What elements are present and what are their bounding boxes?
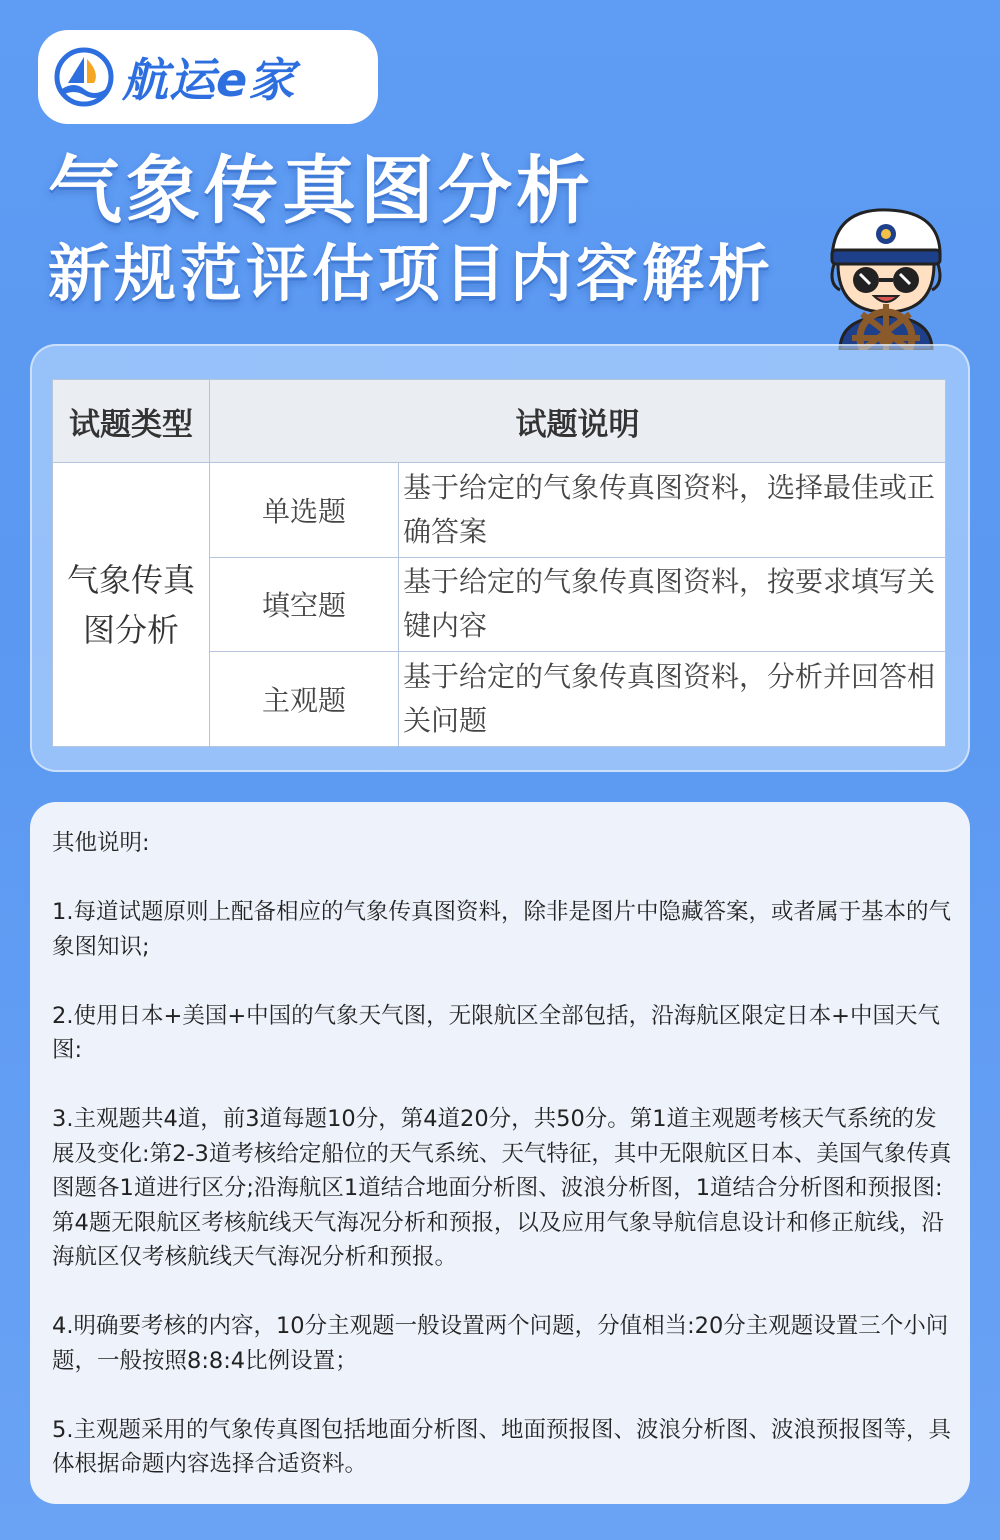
table-header-row bbox=[53, 380, 946, 463]
note-item: 3.主观题共4道，前3道每题10分，第4道20分，共50分。第1道主观题考核天气系统的发展及变化:第2-3道考核给定船位的天气系统、天气特征，其中无限航区日本、美国气象传真图题各1道进行区分;沿海航区1道结合地面分析图、波浪分析图，1道结合分析图和预报图:第4题无限航区考核航线天气海况分析和预报，以及应用气象导航信息设计和修正航线，沿海航区仅考核航线天气海况分析和预报。 bbox=[52, 1106, 952, 1270]
description-cell: 基于给定的气象传真图资料，按要求填写关键内容 bbox=[399, 557, 946, 652]
app-logo bbox=[38, 30, 378, 124]
notes-heading: 其他说明: bbox=[52, 830, 150, 856]
note-item: 5.主观题采用的气象传真图包括地面分析图、地面预报图、波浪分析图、波浪预报图等，具体根据命题内容选择合适资料。 bbox=[52, 1416, 951, 1477]
note-item: 1.每道试题原则上配备相应的气象传真图资料，除非是图片中隐藏答案，或者属于基本的气象图知识; bbox=[52, 899, 951, 960]
question-type-table bbox=[52, 379, 946, 747]
kind-cell: 填空题 bbox=[210, 557, 399, 652]
table-row bbox=[53, 463, 946, 558]
description-cell: 基于给定的气象传真图资料，分析并回答相关问题 bbox=[399, 652, 946, 747]
captain-mascot-illustration bbox=[810, 200, 960, 350]
category-cell: 气象传真图分析 bbox=[53, 463, 210, 747]
note-item: 2.使用日本+美国+中国的气象天气图，无限航区全部包括，沿海航区限定日本+中国天气图: bbox=[52, 1002, 941, 1063]
description-cell: 基于给定的气象传真图资料，选择最佳或正确答案 bbox=[399, 463, 946, 558]
page-title: 气象传真图分析 bbox=[48, 148, 594, 234]
note-item: 4.明确要考核的内容，10分主观题一般设置两个问题，分值相当:20分主观题设置三个小问题，一般按照8:8:4比例设置； bbox=[52, 1313, 949, 1374]
page-subtitle: 新规范评估项目内容解析 bbox=[48, 237, 775, 310]
header-question-type: 试题类型 bbox=[53, 380, 210, 463]
logo-sail-icon bbox=[54, 47, 114, 107]
kind-cell: 主观题 bbox=[210, 652, 399, 747]
logo-text: 航运e家 bbox=[122, 53, 296, 107]
notes-section bbox=[52, 826, 952, 1482]
header-question-description: 试题说明 bbox=[210, 380, 946, 463]
kind-cell: 单选题 bbox=[210, 463, 399, 558]
